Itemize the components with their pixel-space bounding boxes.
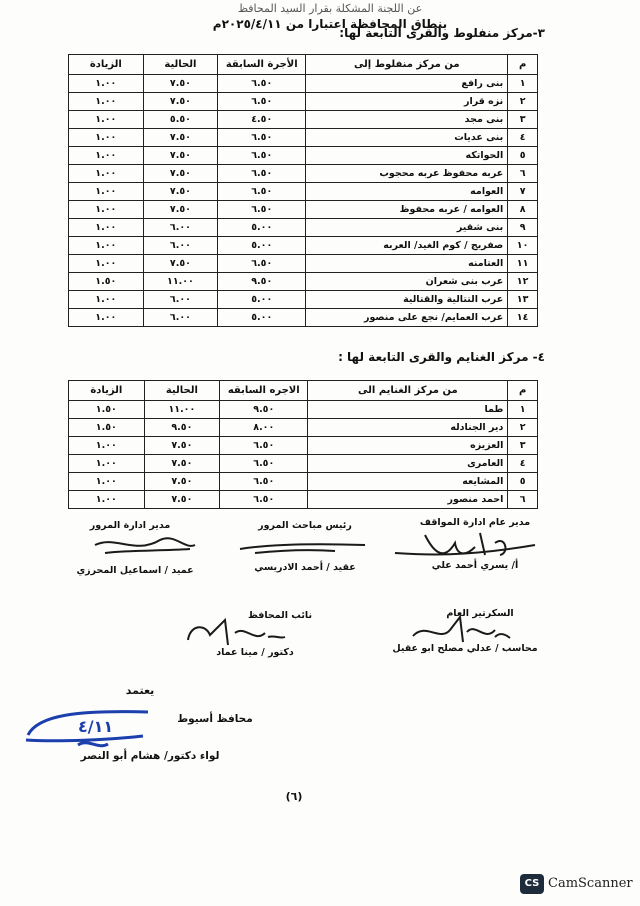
row-current-fare: ٧.٥٠	[143, 93, 218, 111]
row-previous-fare: ٦.٥٠	[218, 255, 306, 273]
row-current-fare: ٦.٠٠	[143, 309, 218, 327]
camscanner-text: CamScanner	[548, 876, 633, 891]
row-increase: ١.٥٠	[69, 419, 145, 437]
row-current-fare: ١١.٠٠	[143, 273, 218, 291]
table-row	[69, 401, 538, 419]
row-index: ١٠	[508, 237, 538, 255]
row-destination: عرب بنى شعران	[306, 273, 508, 291]
table-row	[69, 419, 538, 437]
governor-name: لواء دكتور/ هشام أبو النصر	[80, 750, 220, 762]
row-increase: ١.٠٠	[69, 165, 144, 183]
row-index: ١	[508, 401, 538, 419]
row-destination: احمد منصور	[308, 491, 508, 509]
row-increase: ١.٠٠	[69, 183, 144, 201]
row-increase: ١.٠٠	[69, 93, 144, 111]
row-destination: المشايعه	[308, 473, 508, 491]
row-increase: ١.٠٠	[69, 455, 145, 473]
row-index: ٥	[508, 147, 538, 165]
row-destination: الحواتكه	[306, 147, 508, 165]
row-destination: بنى رافع	[306, 75, 508, 93]
table-header-row	[69, 381, 538, 401]
row-previous-fare: ٦.٥٠	[218, 129, 306, 147]
row-increase: ١.٥٠	[69, 273, 144, 291]
row-previous-fare: ٦.٥٠	[220, 437, 308, 455]
signature-traffic-investigations-title: رئيس مباحث المرور	[258, 520, 352, 531]
signature-secretary-general-title: السكرتير العام	[446, 608, 514, 619]
col-header-destination: من مركز منفلوط إلى	[306, 55, 508, 75]
row-increase: ١.٠٠	[69, 473, 145, 491]
row-increase: ١.٠٠	[69, 75, 144, 93]
row-index: ٦	[508, 491, 538, 509]
row-current-fare: ٧.٥٠	[143, 147, 218, 165]
row-index: ٣	[508, 111, 538, 129]
signature-parking-director-name: أ/ يسري أحمد علي	[431, 560, 519, 571]
row-index: ٤	[508, 129, 538, 147]
row-current-fare: ٧.٥٠	[143, 255, 218, 273]
row-previous-fare: ٦.٥٠	[218, 201, 306, 219]
section4-table-body	[69, 401, 538, 509]
row-index: ٢	[508, 93, 538, 111]
row-index: ١٢	[508, 273, 538, 291]
row-destination: بنى عديات	[306, 129, 508, 147]
row-index: ٢	[508, 419, 538, 437]
row-current-fare: ١١.٠٠	[144, 401, 220, 419]
section3-title: ٣-مركز منفلوط والقرى التابعة لها:	[339, 26, 545, 40]
table-row	[69, 237, 538, 255]
page-number: (٦)	[285, 790, 303, 803]
row-destination: عرب العمايم/ نجع على منصور	[306, 309, 508, 327]
row-previous-fare: ٦.٥٠	[218, 75, 306, 93]
row-current-fare: ٩.٥٠	[144, 419, 220, 437]
row-index: ١٤	[508, 309, 538, 327]
col-header-previous-fare: الأجرة السابقة	[218, 55, 306, 75]
row-previous-fare: ٥.٠٠	[218, 291, 306, 309]
row-increase: ١.٠٠	[69, 309, 144, 327]
row-increase: ١.٠٠	[69, 129, 144, 147]
row-increase: ١.٠٠	[69, 437, 145, 455]
signature-scribble-deputy-governor	[180, 615, 290, 650]
row-current-fare: ٧.٥٠	[144, 491, 220, 509]
col-header-increase: الزيادة	[69, 55, 144, 75]
row-current-fare: ٧.٥٠	[143, 201, 218, 219]
row-index: ٤	[508, 455, 538, 473]
row-index: ١	[508, 75, 538, 93]
row-current-fare: ٦.٠٠	[143, 237, 218, 255]
row-destination: طما	[308, 401, 508, 419]
table-row	[69, 437, 538, 455]
row-destination: عرب التتالية والقتالية	[306, 291, 508, 309]
signature-scribble-traffic-investigations	[235, 535, 375, 560]
section3-table-body	[69, 75, 538, 327]
row-index: ١١	[508, 255, 538, 273]
table-row	[69, 75, 538, 93]
row-current-fare: ٧.٥٠	[143, 183, 218, 201]
row-increase: ١.٠٠	[69, 201, 144, 219]
table-row	[69, 111, 538, 129]
row-destination: دير الجنادله	[308, 419, 508, 437]
row-increase: ١.٠٠	[69, 147, 144, 165]
signature-deputy-governor-title: نائب المحافظ	[247, 610, 313, 621]
row-increase: ١.٠٠	[69, 291, 144, 309]
row-index: ٥	[508, 473, 538, 491]
table-row	[69, 93, 538, 111]
table-header-row	[69, 55, 538, 75]
table-row	[69, 147, 538, 165]
table-row	[69, 473, 538, 491]
row-current-fare: ٦.٠٠	[143, 291, 218, 309]
col-header-previous-fare: الاجره السابقه	[220, 381, 308, 401]
header-line2: بنطاق المحافظة اعتبارا من ٢٠٢٥/٤/١١م	[212, 17, 448, 31]
table-row	[69, 455, 538, 473]
approval-label: يعتمد	[125, 684, 155, 697]
camscanner-logo: CS	[520, 874, 544, 894]
row-index: ٧	[508, 183, 538, 201]
header-line1: عن اللجنة المشكلة بقرار السيد المحافظ	[237, 2, 423, 15]
row-index: ٦	[508, 165, 538, 183]
signature-scribble-parking-director	[385, 525, 545, 565]
table-row	[69, 165, 538, 183]
row-destination: العوامه / عربه محفوظ	[306, 201, 508, 219]
row-increase: ١.٥٠	[69, 401, 145, 419]
row-previous-fare: ٥.٠٠	[218, 309, 306, 327]
row-current-fare: ٧.٥٠	[144, 455, 220, 473]
row-increase: ١.٠٠	[69, 219, 144, 237]
signature-traffic-director-name: عميد / اسماعيل المحرزي	[76, 565, 194, 576]
col-header-current-fare: الحالية	[144, 381, 220, 401]
row-index: ٣	[508, 437, 538, 455]
row-destination: العزيزه	[308, 437, 508, 455]
row-index: ٨	[508, 201, 538, 219]
row-previous-fare: ٦.٥٠	[220, 491, 308, 509]
signature-scribble-governor	[18, 700, 158, 755]
row-increase: ١.٠٠	[69, 255, 144, 273]
row-current-fare: ٥.٥٠	[143, 111, 218, 129]
row-previous-fare: ٤.٥٠	[218, 111, 306, 129]
signature-traffic-investigations-name: عقيد / أحمد الادريسي	[254, 562, 356, 573]
table-row	[69, 255, 538, 273]
col-header-index: م	[508, 55, 538, 75]
table-row	[69, 309, 538, 327]
row-increase: ١.٠٠	[69, 237, 144, 255]
row-increase: ١.٠٠	[69, 491, 145, 509]
table-row	[69, 291, 538, 309]
signature-scribble-traffic-director	[90, 525, 200, 560]
row-destination: بنى شقير	[306, 219, 508, 237]
signature-traffic-director-title: مدير ادارة المرور	[89, 520, 171, 531]
row-previous-fare: ٦.٥٠	[220, 473, 308, 491]
row-current-fare: ٧.٥٠	[143, 75, 218, 93]
row-destination: العوامه	[306, 183, 508, 201]
row-destination: بنى مجد	[306, 111, 508, 129]
governor-title: محافظ أسيوط	[177, 713, 253, 725]
row-destination: عربه محفوظ عربه محجوب	[306, 165, 508, 183]
row-current-fare: ٧.٥٠	[144, 437, 220, 455]
signature-scribble-secretary-general	[405, 612, 515, 647]
table-row	[69, 219, 538, 237]
row-index: ٩	[508, 219, 538, 237]
row-previous-fare: ٦.٥٠	[220, 455, 308, 473]
col-header-increase: الزيادة	[69, 381, 145, 401]
signature-deputy-governor-name: دكتور / مينا عماد	[216, 647, 294, 658]
col-header-destination: من مركز الغنايم الى	[308, 381, 508, 401]
row-previous-fare: ٨.٠٠	[220, 419, 308, 437]
row-previous-fare: ٩.٥٠	[220, 401, 308, 419]
row-destination: العامرى	[308, 455, 508, 473]
handwritten-date: ٤/١١	[78, 717, 114, 736]
table-row	[69, 201, 538, 219]
table-row	[69, 129, 538, 147]
row-previous-fare: ٥.٠٠	[218, 237, 306, 255]
row-current-fare: ٦.٠٠	[143, 219, 218, 237]
row-destination: نزه قرار	[306, 93, 508, 111]
row-previous-fare: ٦.٥٠	[218, 183, 306, 201]
signature-parking-director-title: مدير عام ادارة المواقف	[419, 517, 531, 528]
row-current-fare: ٧.٥٠	[143, 165, 218, 183]
table-row	[69, 273, 538, 291]
row-destination: العتامنه	[306, 255, 508, 273]
row-increase: ١.٠٠	[69, 111, 144, 129]
col-header-index: م	[508, 381, 538, 401]
row-previous-fare: ٦.٥٠	[218, 147, 306, 165]
row-current-fare: ٧.٥٠	[144, 473, 220, 491]
row-index: ١٣	[508, 291, 538, 309]
row-previous-fare: ٦.٥٠	[218, 93, 306, 111]
section3-table	[68, 54, 538, 327]
row-previous-fare: ٩.٥٠	[218, 273, 306, 291]
row-destination: صفريج / كوم الغيد/ العربه	[306, 237, 508, 255]
section4-table	[68, 380, 538, 509]
row-current-fare: ٧.٥٠	[143, 129, 218, 147]
table-row	[69, 491, 538, 509]
table-row	[69, 183, 538, 201]
col-header-current-fare: الحالية	[143, 55, 218, 75]
section4-title: ٤- مركز الغنايم والقرى التابعة لها :	[338, 350, 545, 364]
row-previous-fare: ٦.٥٠	[218, 165, 306, 183]
signature-secretary-general-name: محاسب / عدلي مصلح ابو عقيل	[392, 643, 538, 654]
row-previous-fare: ٥.٠٠	[218, 219, 306, 237]
